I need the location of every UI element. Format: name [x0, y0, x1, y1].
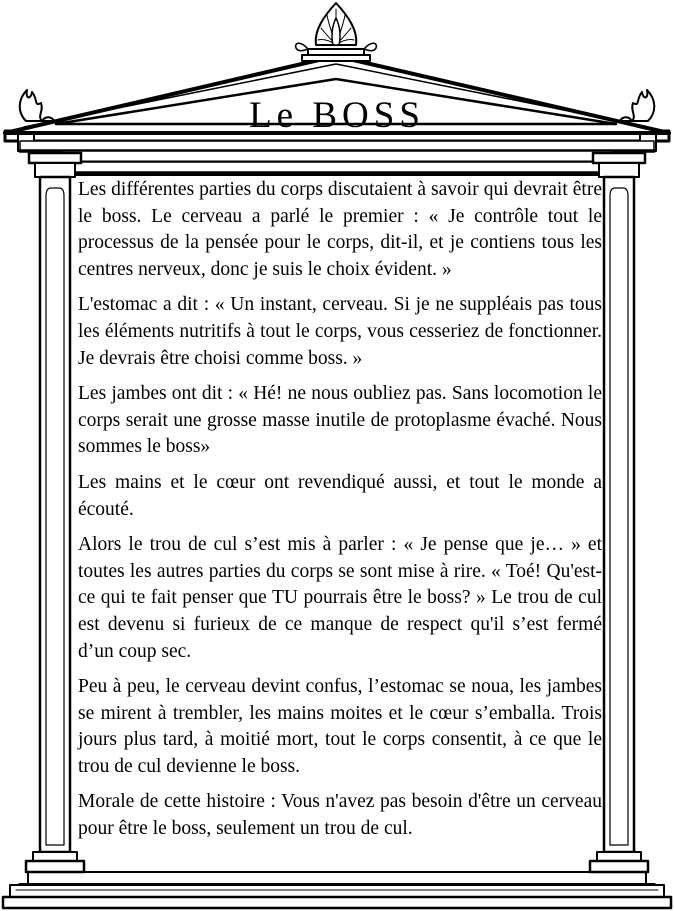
story-paragraph: Alors le trou de cul s’est mis à parler : « Je pense que je… » et toutes les autres parties du corps se sont mise à rire. « Toé! Qu'est-ce qui te fait penser que TU pourrais être le boss? » Le trou de cul est devenu si furieux de ce manque de respect qu'il s’est fermé d’un coup sec.: [78, 534, 602, 662]
page-title: Le BOSS: [249, 95, 425, 136]
story-paragraph: Morale de cette histoire : Vous n'avez pas besoin d'être un cerveau pour être le boss, seulement un trou de cul.: [78, 791, 602, 840]
palmette-finial-icon: [296, 3, 377, 61]
story-paragraph: L'estomac a dit : « Un instant, cerveau. Si je ne suppléais pas tous les éléments nutritifs à tout le corps, vous cesseriez de fonctionner. Je devrais être choisi comme boss. »: [78, 294, 602, 369]
story-paragraph: Les jambes ont dit : « Hé! ne nous oubliez pas. Sans locomotion le corps serait une grosse masse inutile de protoplasme évaché. Nous sommes le boss»: [78, 383, 602, 458]
story-paragraph: Les différentes parties du corps discutaient à savoir qui devrait être le boss. Le cerveau a parlé le premier : « Je contrôle tout le processus de la pensée pour le corps, dit-il, et je contiens tous les centres nerveux, donc je suis le choix évident. »: [78, 179, 602, 280]
base-steps: [3, 872, 671, 908]
story-text: [78, 177, 602, 852]
story-paragraph: Les mains et le cœur ont revendiqué aussi, et tout le monde a écouté.: [78, 471, 602, 520]
story-paragraph: Peu à peu, le cerveau devint confus, l’estomac se noua, les jambes se mirent à trembler, les mains moites et le cœur s’emballa. Trois jours plus tard, à moitié mort, tout le corps consentit, à ce que le trou de cul devienne le boss.: [78, 676, 602, 777]
entablature: [5, 131, 669, 173]
